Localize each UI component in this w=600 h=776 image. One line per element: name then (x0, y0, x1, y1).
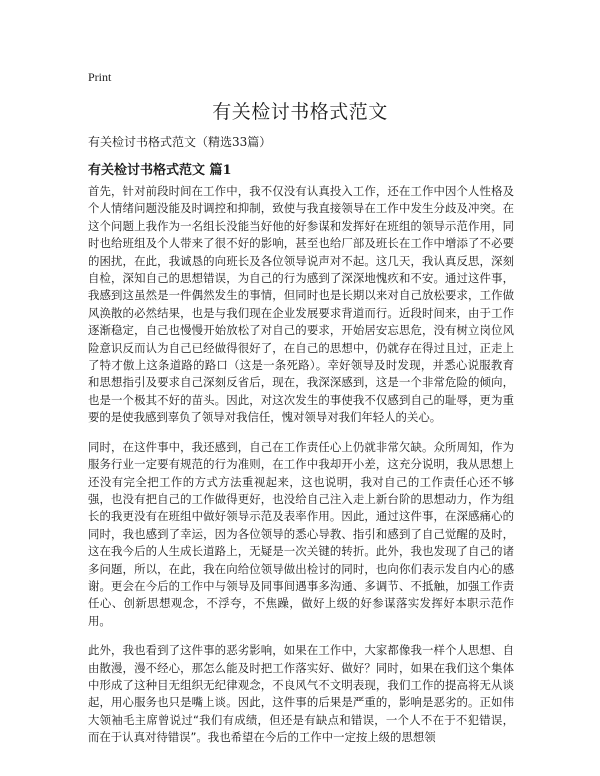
page-title: 有关检讨书格式范文 (212, 101, 388, 123)
document-subtitle: 有关检讨书格式范文（精选33篇） (88, 135, 272, 149)
paragraph: 同时，在这件事中，我还感到，自己在工作责任心上仍就非常欠缺。众所周知，作为服务行业一定要有规范的行为准则，在工作中我却开小差，这充分说明，我从思想上还没有完全把工作的方式方法重视起来，这也说明，我对自己的工作责任心还不够强，也没有把自己的工作做得更好，也没给自己注入走上新台阶的思想动力，作为组长的我更没有在班组中做好领导示范及表率作用。因此，通过这件事，在深感痛心的同时，我也感到了幸运，因为各位领导的悉心导教、指引和感到了自己觉醒的及时，这在我今后的人生成长道路上，无疑是一次关键的转折。此外，我也发现了自己的诸多问题，所以，在此，我在向给位领导做出检讨的同时，也向你们表示发自内心的感谢。更会在今后的工作中与领导及同事间遇事多沟通、多调节、不抵触，加强工作责任心、创新思想观念，不浮夸，不焦躁，做好上级的好参谋落实发挥好本职示范作用。 (88, 439, 514, 628)
paragraph: 首先，针对前段时间在工作中，我不仅没有认真投入工作，还在工作中因个人性格及个人情绪问题没能及时调控和抑制，致使与我直接领导在工作中发生分歧及冲突。在这个问题上我作为一名组长没能当好他的好参谋和发挥好在班组的领导示范作用，同时也给班组及个人带来了很不好的影响，甚至也给厂部及班长在工作中增添了不必要的困扰，在此，我诚恳的向班长及各位领导说声对不起。这几天，我认真反思，深刻自检，深知自己的思想错误，为自己的行为感到了深深地愧疚和不安。通过这件事，我感到这虽然是一件偶然发生的事情，但同时也是长期以来对自己放松要求，工作做风涣散的必然结果，也是与我们现在企业发展要求背道而行。近段时间来，由于工作逐渐稳定，自己也慢慢开始放松了对自己的要求，开始居安忘思危，没有树立岗位风险意识反而认为自己已经做得很好了，在自己的思想中，仍就存在得过且过，正走上了特才傲上这条道路的路口（这是一条死路）。幸好领导及时发现，并悉心说服教育和思想指引及要求自己深刻反省后，现在，我深深感到，这是一个非常危险的倾向，也是一个极其不好的苗头。因此，对这次发生的事使我不仅感到自己的耻辱，更为重要的是使我感到辜负了领导对我信任，愧对领导对我们年轻人的关心。 (88, 184, 514, 425)
paragraph: 此外，我也看到了这件事的恶劣影响，如果在工作中，大家都像我一样个人思想、自由散漫，漫不经心，那怎么能及时把工作落实好、做好？同时，如果在我们这个集体中形成了这种目无组织无纪律观念，不良风气不文明表现，我们工作的提高将无从谈起，用心服务也只是嘴上谈。因此，这件事的后果是严重的，影响是恶劣的。正如伟大领袖毛主席曾说过“我们有成绩，但还是有缺点和错误，一个人不在于不犯错误，而在于认真对待错误”。我也希望在今后的工作中一定按上级的思想领 (88, 643, 514, 745)
document-body (88, 183, 514, 759)
section-heading: 有关检讨书格式范文 篇1 (88, 163, 232, 178)
print-link[interactable]: Print (88, 70, 112, 84)
